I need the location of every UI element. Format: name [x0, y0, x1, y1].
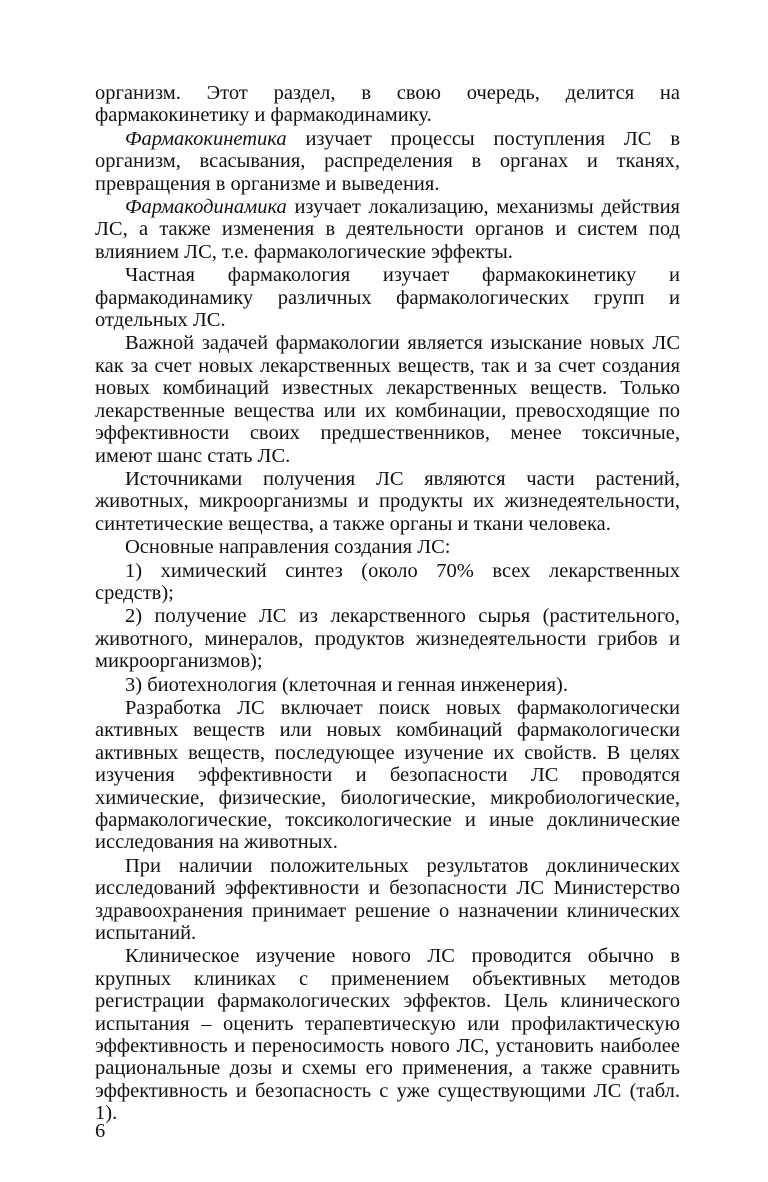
- page-number: 6: [95, 1120, 106, 1142]
- term-italic: Фармакокинетика: [125, 127, 287, 150]
- list-item: 1) химический синтез (около 70% всех лекарственных средств);: [95, 559, 680, 604]
- term-italic: Фармакодинамика: [125, 196, 287, 219]
- paragraph: При наличии положительных результатов доклинических исследований эффективности и безопасности ЛС Министерство здравоохранения принимает решение о назначении клинических испытаний.: [95, 854, 680, 945]
- body-text: [95, 82, 680, 1125]
- paragraph: Фармакокинетика изучает процессы поступления ЛС в организм, всасывания, распределения в органах и тканях, превращения в организме и выведения.: [95, 127, 680, 195]
- paragraph: Клиническое изучение нового ЛС проводится обычно в крупных клиниках с применением объективных методов регистрации фармакологических эффектов. Цель клинического испытания – оценить терапевтическую или профилактическую эффективность и переносимость нового ЛС, установить наиболее рациональные дозы и схемы его применения, а также сравнить эффективность и безопасность с уже существующими ЛС (табл. 1).: [95, 945, 680, 1125]
- paragraph: Основные направления создания ЛС:: [125, 536, 451, 559]
- paragraph: Источниками получения ЛС являются части растений, животных, микроорганизмы и продукты их жизнедеятельности, синтетические вещества, а также органы и ткани человека.: [95, 467, 680, 535]
- paragraph: организм. Этот раздел, в свою очередь, делится на фармакокинетику и фармакодинамику.: [95, 82, 680, 127]
- list-item: 3) биотехнология (клеточная и генная инженерия).: [125, 673, 568, 696]
- paragraph: Фармакодинамика изучает локализацию, механизмы действия ЛС, а также изменения в деятельности органов и систем под влиянием ЛС, т.е. фармакологические эффекты.: [95, 196, 680, 263]
- paragraph: Частная фармакология изучает фармакокинетику и фармакодинамику различных фармакологических групп и отдельных ЛС.: [95, 264, 680, 332]
- paragraph: Важной задачей фармакологии является изыскание новых ЛС как за счет новых лекарственных веществ, так и за счет создания новых комбинаций известных лекарственных веществ. Только лекарственные вещества или их комбинации, превосходящие по эффективности своих предшественников, менее токсичные, имеют шанс стать ЛС.: [95, 332, 680, 467]
- list-item: 2) получение ЛС из лекарственного сырья (растительного, животного, минералов, продуктов жизнедеятельности грибов и микроорганизмов);: [95, 605, 680, 673]
- paragraph: Разработка ЛС включает поиск новых фармакологически активных веществ или новых комбинаций фармакологически активных веществ, последующее изучение их свойств. В целях изучения эффективности и безопасности ЛС проводятся химические, физические, биологические, микробиологические, фармакологические, токсикологические и иные доклинические исследования на животных.: [95, 696, 680, 854]
